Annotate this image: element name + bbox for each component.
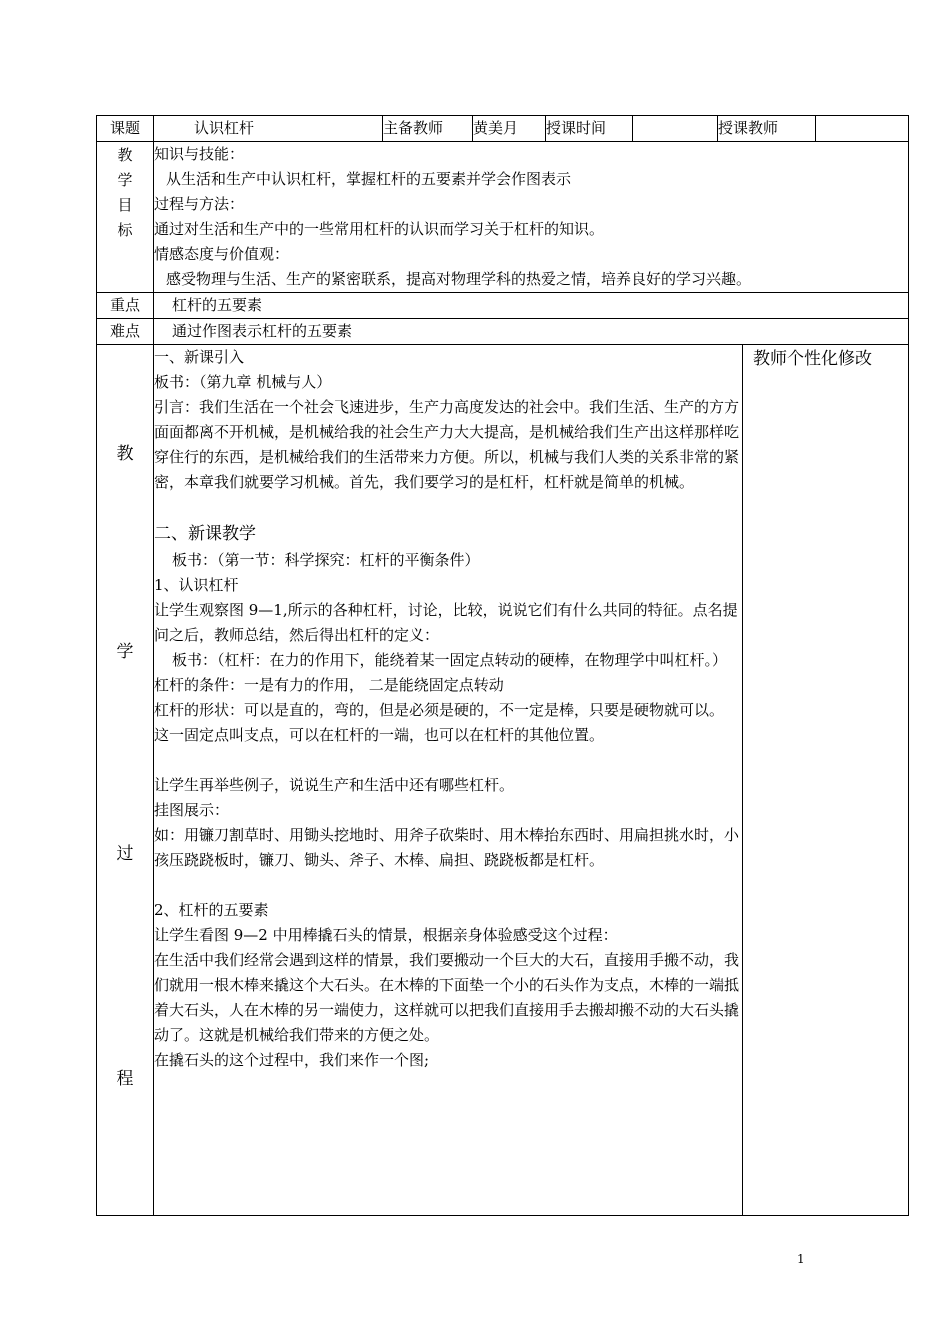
process-label-char: 程: [116, 1069, 134, 1089]
teacher-notes-header: 教师个性化修改: [753, 349, 872, 369]
intro-title: 一、新课引入: [154, 348, 245, 366]
sec1-shape: 杠杆的形状：可以是直的，弯的，但是必须是硬的，不一定是棒，只要是硬物就可以。: [154, 701, 725, 719]
objectives-content: [154, 142, 909, 293]
teach-title: 二、新课教学: [154, 524, 256, 544]
prep-teacher-label: 主备教师: [383, 116, 473, 142]
intro-text: 引言：我们生活在一个社会飞速进步，生产力高度发达的社会中。我们生活、生产的方方面面都离不开机械，是机械给我的社会生产力大大提高，是机械给我们生产出这样那样吃穿住行的东西，是机械给我们的生活带来力方便。所以，机械与我们人类的关系非常的紧密，本章我们就要学习机械。首先，我们要学习的是杠杆，杠杆就是简单的机械。: [154, 398, 740, 491]
objective-line: 从生活和生产中认识杠杆，掌握杠杆的五要素并学会作图表示: [166, 170, 572, 188]
process-label-char: 过: [116, 844, 134, 864]
key-point-cell: [154, 293, 909, 319]
objectives-label-char: 教: [117, 146, 133, 164]
header-row: [97, 116, 909, 142]
teacher-notes-column: [743, 345, 909, 1216]
objective-line: 知识与技能：: [154, 145, 245, 163]
sec1-observe: 让学生观察图 9—1,所示的各种杠杆，讨论，比较，说说它们有什么共同的特征。点名提问之后，教师总结，然后得出杠杆的定义：: [154, 601, 738, 644]
key-point-row: [97, 293, 909, 319]
sec1-chart: 挂图展示：: [154, 801, 230, 819]
sec2-text: 在生活中我们经常会遇到这样的情景，我们要搬动一个巨大的大石，直接用手搬不动，我们就用一根木棒来撬这个大石头。在木棒的下面垫一个小的石头作为支点，木棒的一端抵着大石头，人在木棒的另一端使力，这样就可以把我们直接用手去搬却搬不动的大石头撬动了。这就是机械给我们带来的方便之处。: [154, 951, 740, 1044]
difficulty-row: [97, 319, 909, 345]
spacer: [154, 748, 742, 773]
objectives-label: [97, 142, 154, 293]
lesson-plan-table: [96, 115, 909, 1216]
spacer: [154, 495, 742, 520]
difficulty-cell: [154, 319, 909, 345]
teacher-value: [816, 116, 909, 142]
teach-board: 板书：（第一节：科学探究：杠杆的平衡条件）: [172, 551, 480, 569]
process-row: [97, 345, 909, 1216]
class-time-label: 授课时间: [546, 116, 633, 142]
sec2-diagram: 在撬石头的这个过程中，我们来作一个图;: [154, 1051, 430, 1069]
topic-value: 认识杠杆: [154, 116, 383, 142]
sec1-title: 1、认识杠杆: [154, 576, 239, 594]
objective-line: 通过对生活和生产中的一些常用杠杆的认识而学习关于杠杆的知识。: [154, 220, 605, 238]
topic-label: 课题: [97, 116, 154, 142]
difficulty-label: 难点: [97, 319, 154, 345]
objectives-row: [97, 142, 909, 293]
key-point-text: 杠杆的五要素: [172, 296, 263, 314]
objective-line: 过程与方法：: [154, 195, 245, 213]
objectives-label-char: 学: [117, 171, 133, 189]
objectives-label-char: 标: [117, 221, 133, 239]
intro-board: 板书：（第九章 机械与人）: [154, 373, 332, 391]
sec2-observe: 让学生看图 9—2 中用棒撬石头的情景，根据亲身体验感受这个过程：: [154, 926, 618, 944]
page-number: 1: [797, 1252, 805, 1266]
sec1-list: 如：用镰刀割草时、用锄头挖地时、用斧子砍柴时、用木棒抬东西时、用扁担挑水时，小孩压跷跷板时，镰刀、锄头、斧子、木棒、扁担、跷跷板都是杠杆。: [154, 826, 740, 869]
process-label-char: 教: [116, 444, 134, 464]
class-time-value: [633, 116, 718, 142]
sec1-fulcrum: 这一固定点叫支点，可以在杠杆的一端，也可以在杠杆的其他位置。: [154, 726, 605, 744]
prep-teacher-value: 黄美月: [473, 116, 546, 142]
spacer: [154, 873, 742, 898]
sec2-title: 2、杠杆的五要素: [154, 901, 269, 919]
sec1-board: 板书：（杠杆：在力的作用下，能绕着某一固定点转动的硬棒，在物理学中叫杠杆。）: [172, 651, 728, 669]
process-label-char: 学: [116, 642, 134, 662]
sec1-examples: 让学生再举些例子，说说生产和生活中还有哪些杠杆。: [154, 776, 515, 794]
objectives-label-char: 目: [117, 196, 133, 214]
teacher-label: 授课教师: [718, 116, 816, 142]
difficulty-text: 通过作图表示杠杆的五要素: [172, 322, 353, 340]
process-content: [154, 345, 743, 1216]
key-point-label: 重点: [97, 293, 154, 319]
process-label: [97, 345, 154, 1216]
objective-line: 情感态度与价值观：: [154, 245, 290, 263]
objective-line: 感受物理与生活、生产的紧密联系，提高对物理学科的热爱之情，培养良好的学习兴趣。: [166, 270, 752, 288]
sec1-conditions: 杠杆的条件：一是有力的作用， 二是能绕固定点转动: [154, 676, 504, 694]
